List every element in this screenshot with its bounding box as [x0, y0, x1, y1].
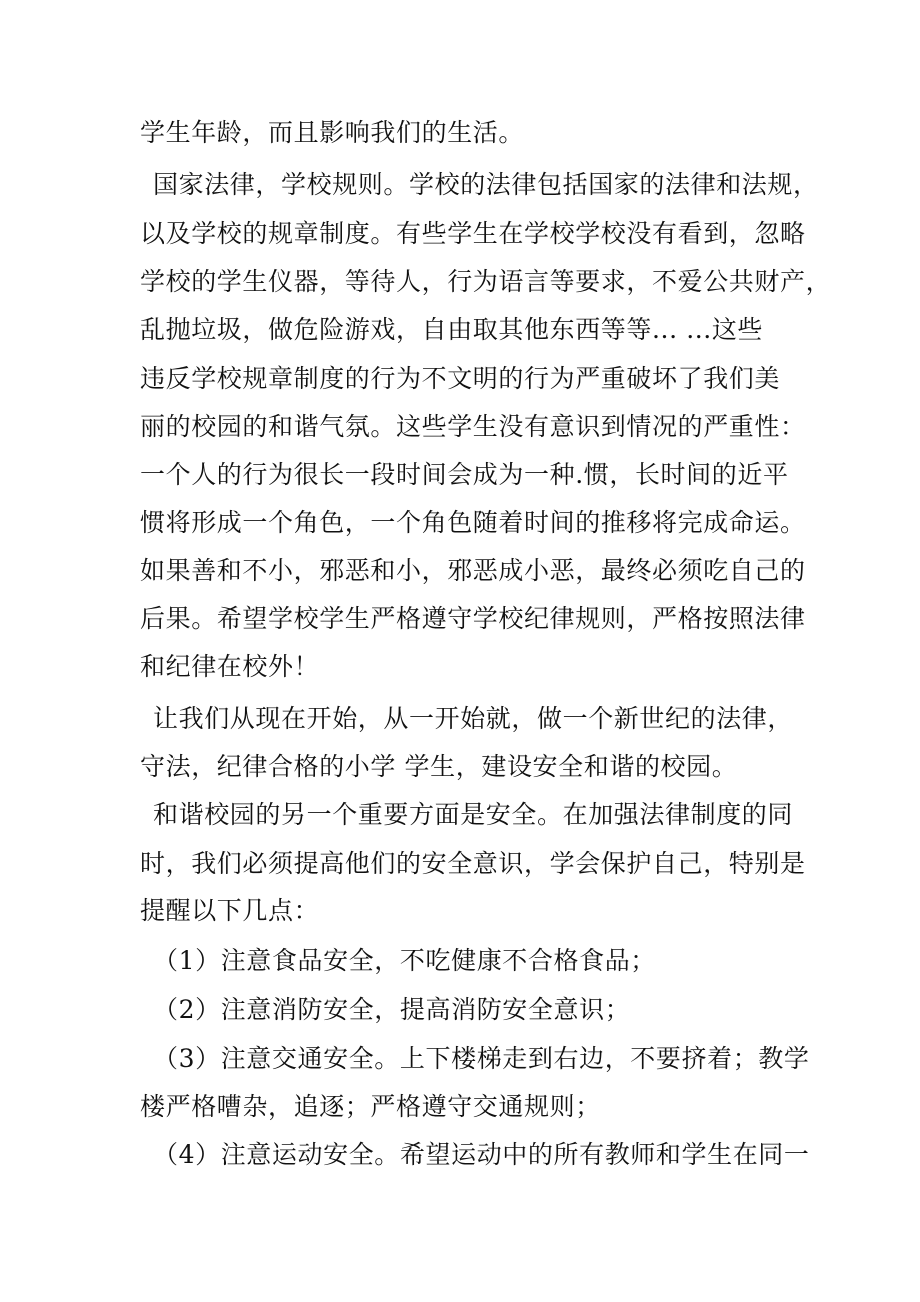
text-line-9: 惯将形成一个角色，一个角色随着时间的推移将完成命运。 [140, 508, 806, 537]
text-line-1: 学生年龄，而且影响我们的生活。 [140, 118, 525, 147]
text-line-21: 楼严格嘈杂，追逐；严格遵守交通规则； [140, 1092, 601, 1121]
text-line-12: 和纪律在校外！ [140, 652, 320, 681]
text-line-14: 守法，纪律合格的小学 学生，建设安全和谐的校园。 [140, 752, 738, 781]
list-item-traffic-safety: （3）注意交通安全。上下楼梯走到右边，不要挤着；教学 [153, 1044, 810, 1073]
list-item-sports-safety: （4）注意运动安全。希望运动中的所有教师和学生在同一 [153, 1140, 810, 1169]
text-line-5: 乱抛垃圾，做危险游戏，自由取其他东西等等... ...这些 [140, 315, 764, 344]
text-line-2: 国家法律，学校规则。学校的法律包括国家的法律和法规， [153, 170, 819, 199]
text-line-17: 提醒以下几点： [140, 896, 320, 925]
text-line-11: 后果。希望学校学生严格遵守学校纪律规则，严格按照法律 [140, 604, 806, 633]
text-line-4: 学校的学生仪器，等待人，行为语言等要求，不爱公共财产， [140, 267, 832, 296]
text-line-15: 和谐校园的另一个重要方面是安全。在加强法律制度的同 [153, 800, 794, 829]
text-line-7: 丽的校园的和谐气氛。这些学生没有意识到情况的严重性： [140, 412, 806, 441]
text-line-16: 时，我们必须提高他们的安全意识，学会保护自己，特别是 [140, 849, 806, 878]
list-item-fire-safety: （2）注意消防安全，提高消防安全意识； [153, 995, 631, 1024]
text-line-10: 如果善和不小，邪恶和小，邪恶成小恶，最终必须吃自己的 [140, 556, 806, 585]
text-line-6: 违反学校规章制度的行为不文明的行为严重破坏了我们美 [140, 364, 781, 393]
text-line-3: 以及学校的规章制度。有些学生在学校学校没有看到，忽略 [140, 219, 806, 248]
text-line-13: 让我们从现在开始，从一开始就，做一个新世纪的法律， [153, 704, 794, 733]
text-line-8: 一个人的行为很长一段时间会成为一种.惯，长时间的近平 [140, 460, 789, 489]
list-item-food-safety: （1）注意食品安全，不吃健康不合格食品； [153, 946, 656, 975]
